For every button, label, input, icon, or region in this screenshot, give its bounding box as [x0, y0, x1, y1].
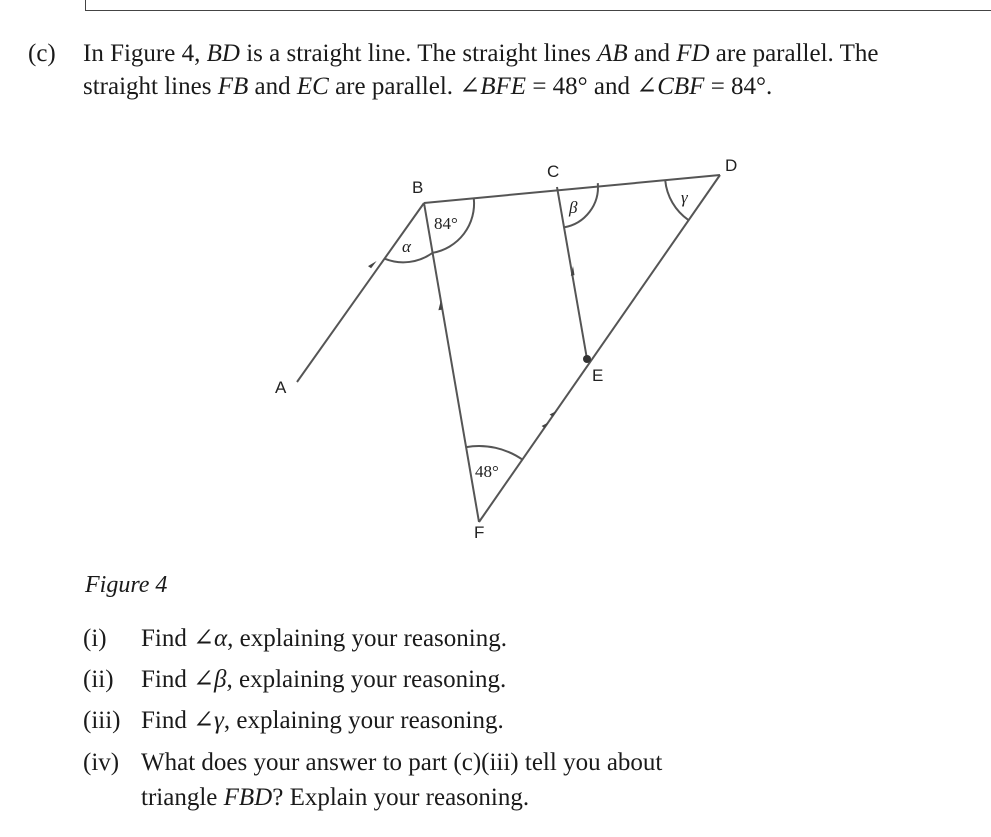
arrow-fd-1-icon — [550, 411, 557, 417]
line-ab — [297, 203, 424, 382]
line-fd — [479, 175, 720, 522]
arrow-ab-icon — [368, 261, 377, 268]
label-a: A — [275, 378, 287, 397]
arc-48 — [466, 446, 522, 460]
label-e: E — [592, 366, 604, 385]
angle-label-gamma: γ — [681, 188, 688, 207]
label-d: D — [725, 156, 738, 175]
angle-label-alpha: α — [402, 237, 411, 256]
angle-label-48: 48° — [475, 462, 499, 481]
point-e-dot — [583, 355, 591, 363]
figure-caption: Figure 4 — [85, 572, 168, 598]
label-c: C — [547, 162, 560, 181]
angle-label-84: 84° — [434, 214, 458, 233]
label-b: B — [412, 178, 424, 197]
angle-label-beta: β — [569, 198, 578, 217]
question-intro: In Figure 4, BD is a straight line. The straight lines AB and FD are parallel. The straight lines FB and EC are parallel. ∠BFE = 48° and ∠CBF = 84°. — [83, 40, 879, 100]
arrow-fd-2-icon — [542, 422, 549, 428]
line-bf — [424, 203, 479, 522]
question-part-label: (c) — [28, 40, 56, 67]
label-f: F — [474, 523, 485, 542]
